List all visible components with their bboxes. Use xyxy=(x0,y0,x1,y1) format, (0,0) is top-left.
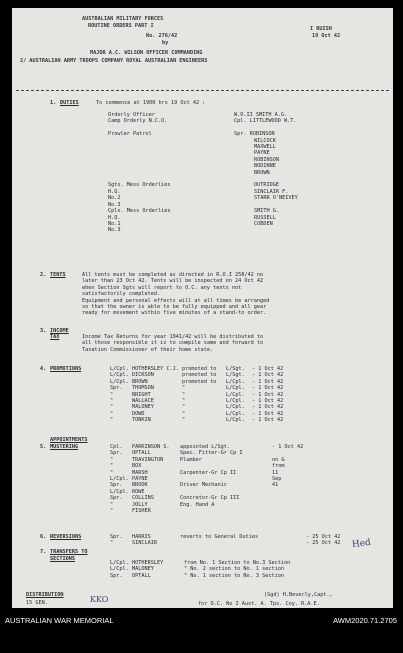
table-cell: L/Cpl. xyxy=(226,410,245,417)
table-cell: L/Cpl. xyxy=(110,488,129,495)
table-cell: - 1 Oct 42 xyxy=(252,372,284,379)
table-cell: Spr. xyxy=(110,450,123,457)
table-cell: - 1 Oct 42 xyxy=(252,404,284,411)
s3-num: 3. xyxy=(40,328,47,334)
document-page xyxy=(12,8,393,608)
table-cell: L/Cpl. xyxy=(226,391,245,398)
s7-title: TRANSFERS TO xyxy=(50,549,88,555)
header-by: by xyxy=(162,40,169,46)
table-cell: Spr. xyxy=(110,482,123,489)
table-cell: MALONEY xyxy=(132,404,154,411)
table-cell: - 1 Oct 42 xyxy=(252,378,284,385)
header-officer: MAJOR A.C. WILSON OFFICER COMMANDING xyxy=(90,50,203,56)
s7-num: 7. xyxy=(40,549,47,555)
table-cell: " xyxy=(110,397,114,404)
table-cell: BOX xyxy=(132,463,142,470)
table-cell: " xyxy=(182,397,186,404)
s2-title: TENTS xyxy=(50,272,66,278)
s2-body: All tents must be completed as directed in R.O.I 258/42 no later than 23 Oct 42. Tents will be inspected on 24 Oct 42 when Section Sgts will report to O.C. any tents not satisfactorily completed. Equipment and personal effects will at all times be arranged so that the owner is able to be fully equipped and all gear ready for movement within five minutes of a stand-to order. xyxy=(82,272,270,317)
table-cell: " No. 1 section to No. 3 Section xyxy=(184,572,284,579)
table-cell: Spr. xyxy=(110,534,123,540)
header-rule xyxy=(16,90,389,91)
s5-num: 5. xyxy=(40,444,47,450)
table-cell: promoted to xyxy=(182,372,217,379)
table-cell: L/Cpl. xyxy=(226,397,245,404)
table-cell: Spr. xyxy=(110,495,123,502)
table-cell: - 1 Oct 42 xyxy=(252,391,284,398)
table-cell: " xyxy=(110,501,114,508)
table-cell: BROWN xyxy=(132,378,148,385)
table-cell: Spr. xyxy=(110,385,123,392)
table-cell: L/Cpl. xyxy=(110,566,129,573)
table-cell: 41 xyxy=(272,482,279,489)
s5-title2: MUSTERING xyxy=(50,444,79,450)
table-cell: " No. 2 section to No. 1 section xyxy=(184,566,284,573)
s4-title: PROMOTIONS xyxy=(50,366,82,372)
table-cell: TRAVINGTON xyxy=(132,456,164,463)
table-cell: " xyxy=(182,410,186,417)
distribution-label: DISTRIBUTION xyxy=(26,592,64,598)
table-cell: WALLACE xyxy=(132,397,154,404)
s5-title: APPOINTMENTS xyxy=(50,437,88,443)
table-cell: HARRIS xyxy=(132,534,151,540)
table-cell: Plumber xyxy=(180,456,202,463)
table-cell: 11 xyxy=(272,469,279,476)
table-cell: - 1 Oct 42 xyxy=(252,366,284,372)
table-cell: " xyxy=(110,410,114,417)
table-cell: MALONEY xyxy=(132,566,154,573)
table-cell: on & xyxy=(272,456,285,463)
table-cell: " xyxy=(110,507,114,514)
table-cell: promoted to xyxy=(182,378,217,385)
header-date: 19 Oct 42 xyxy=(312,33,341,39)
s1-title: DUTIES xyxy=(60,100,79,106)
table-cell: Eng. Hand A xyxy=(180,501,215,508)
table-cell: L/Cpl. xyxy=(110,560,129,566)
table-cell: " xyxy=(110,463,114,470)
archive-footer xyxy=(0,611,403,653)
table-cell: OPTALL xyxy=(132,572,151,579)
table-cell: BRIGHT xyxy=(132,391,151,398)
header-line1: AUSTRALIAN MILITARY FORCES xyxy=(82,16,164,22)
table-cell: - 25 Oct 42 xyxy=(306,534,341,540)
table-cell: appointed L/Sgt. xyxy=(180,444,230,450)
table-cell: - 1 Oct 42 xyxy=(252,397,284,404)
table-cell: Spr. xyxy=(110,572,123,579)
table-cell: HOTHERSLEY xyxy=(132,560,164,566)
table-cell: COLLINS xyxy=(132,495,154,502)
table-cell: - 1 Oct 42 xyxy=(252,385,284,392)
table-cell: L/Sgt. xyxy=(226,366,245,372)
table-cell: PARKINSON S. xyxy=(132,444,170,450)
table-cell: " xyxy=(110,404,114,411)
table-cell: DOWD xyxy=(132,410,145,417)
table-cell: FISHER xyxy=(132,507,151,514)
table-cell: ROWE xyxy=(132,488,145,495)
signature-for-line: for O.C. No 2 Aust. A. Tps. Coy. R.A.E. xyxy=(198,601,320,607)
table-cell: OPTALL xyxy=(132,450,151,457)
table-cell: MARSH xyxy=(132,469,148,476)
s1-left-column: Orderly Officer Camp Orderly N.C.O. Prowler Patrol Sgts. Mess Orderlies H.Q. No.2 No.3 Cpls. Mess Orderlies H.Q. No.1 No.3 xyxy=(108,112,171,234)
s3-title: INCOME TAX xyxy=(50,328,69,341)
s2-num: 2. xyxy=(40,272,47,278)
table-cell: Driver Mechanic xyxy=(180,482,227,489)
table-cell: " xyxy=(182,385,186,392)
table-cell: Concretor-Gr Cp III xyxy=(180,495,240,502)
handwritten-note: KKO xyxy=(90,595,109,604)
s4-num: 4. xyxy=(40,366,47,372)
table-cell: " xyxy=(110,391,114,398)
table-cell: HOTHERSLEY C.J. xyxy=(132,366,179,372)
table-cell: " xyxy=(182,417,186,424)
table-cell: " xyxy=(182,404,186,411)
s3-body: Income Tax Returns for year 1941/42 will be distributed to all those responsible it is to compile same and forward to Taxation Commissioner of their home state. xyxy=(82,334,264,353)
table-cell: - 25 Oct 42 xyxy=(306,540,341,547)
table-cell: - 1 Oct 42 xyxy=(252,410,284,417)
table-cell: reverts to General Duties xyxy=(180,534,259,540)
table-cell: Carpenter-Gr Cp II xyxy=(180,469,237,476)
s1-right-column: W.O.II SMITH A.G. Cpl. LITTLEWOOD W.T. Spr. ROBINSON WILCOCK MAXWELL PAYNE ROBINSON BODINNE BROWN OUTRIDGE SINCLAIR F. STARR O'NEIVEY SMITH G. RUSSELL COBDEN xyxy=(234,112,298,227)
table-cell: BROOK xyxy=(132,482,148,489)
distribution-list: 15 GEN. xyxy=(26,600,48,606)
table-cell: L/Cpl. xyxy=(110,366,129,372)
table-cell: - 1 Oct 42 xyxy=(272,444,304,450)
s6-title: REVERSIONS xyxy=(50,534,82,540)
table-cell: Cpl. xyxy=(110,444,123,450)
s6-num: 6. xyxy=(40,534,47,540)
table-cell: - 1 Oct 42 xyxy=(252,417,284,424)
table-cell: DICKSON xyxy=(132,372,154,379)
footer-accession: AWM2020.71.2705 xyxy=(333,616,397,625)
s7-title2: SECTIONS xyxy=(50,556,75,562)
table-cell: L/Cpl. xyxy=(226,385,245,392)
table-cell: THOMSON xyxy=(132,385,154,392)
table-cell: L/Cpl. xyxy=(226,417,245,424)
header-place: I RUISH xyxy=(310,26,332,32)
header-unit: 2/ AUSTRALIAN ARMY TROOPS COMPANY ROYAL AUSTRALIAN ENGINEERS xyxy=(20,58,208,64)
table-cell: TONKIN xyxy=(132,417,151,424)
order-number: No. 276/42 xyxy=(146,33,178,39)
table-cell: from xyxy=(272,463,285,470)
footer-institution: AUSTRALIAN WAR MEMORIAL xyxy=(5,616,114,625)
table-cell: L/Cpl. xyxy=(110,372,129,379)
table-cell: L/Cpl. xyxy=(226,404,245,411)
table-cell: PAYNE xyxy=(132,475,148,482)
table-cell: Spec. Fitter-Gr Cp I xyxy=(180,450,243,457)
table-cell: " xyxy=(110,456,114,463)
s1-intro: To commence at 1900 hrs 19 Oct 42 : xyxy=(96,100,206,106)
table-cell: L/Cpl. xyxy=(226,378,245,385)
table-cell: L/Sgt. xyxy=(226,372,245,379)
table-cell: from No. 1 Section to No.3 Section xyxy=(184,560,291,566)
s1-num: 1. xyxy=(50,100,57,106)
table-cell: L/Cpl. xyxy=(110,475,129,482)
table-cell: " xyxy=(110,469,114,476)
table-cell: SINCLAIR xyxy=(132,540,157,547)
table-cell: promoted to xyxy=(182,366,217,372)
table-cell: " xyxy=(110,417,114,424)
header-line2: ROUTINE ORDERS PART I xyxy=(88,23,154,29)
handwritten-initials: Hed xyxy=(351,537,372,551)
table-cell: Sep xyxy=(272,475,282,482)
table-cell: L/Cpl. xyxy=(110,378,129,385)
table-cell: JOLLY xyxy=(132,501,148,508)
table-cell: " xyxy=(182,391,186,398)
signature: (Sgd) H.Beverly,Capt., xyxy=(264,592,333,598)
table-cell: " xyxy=(110,540,114,547)
